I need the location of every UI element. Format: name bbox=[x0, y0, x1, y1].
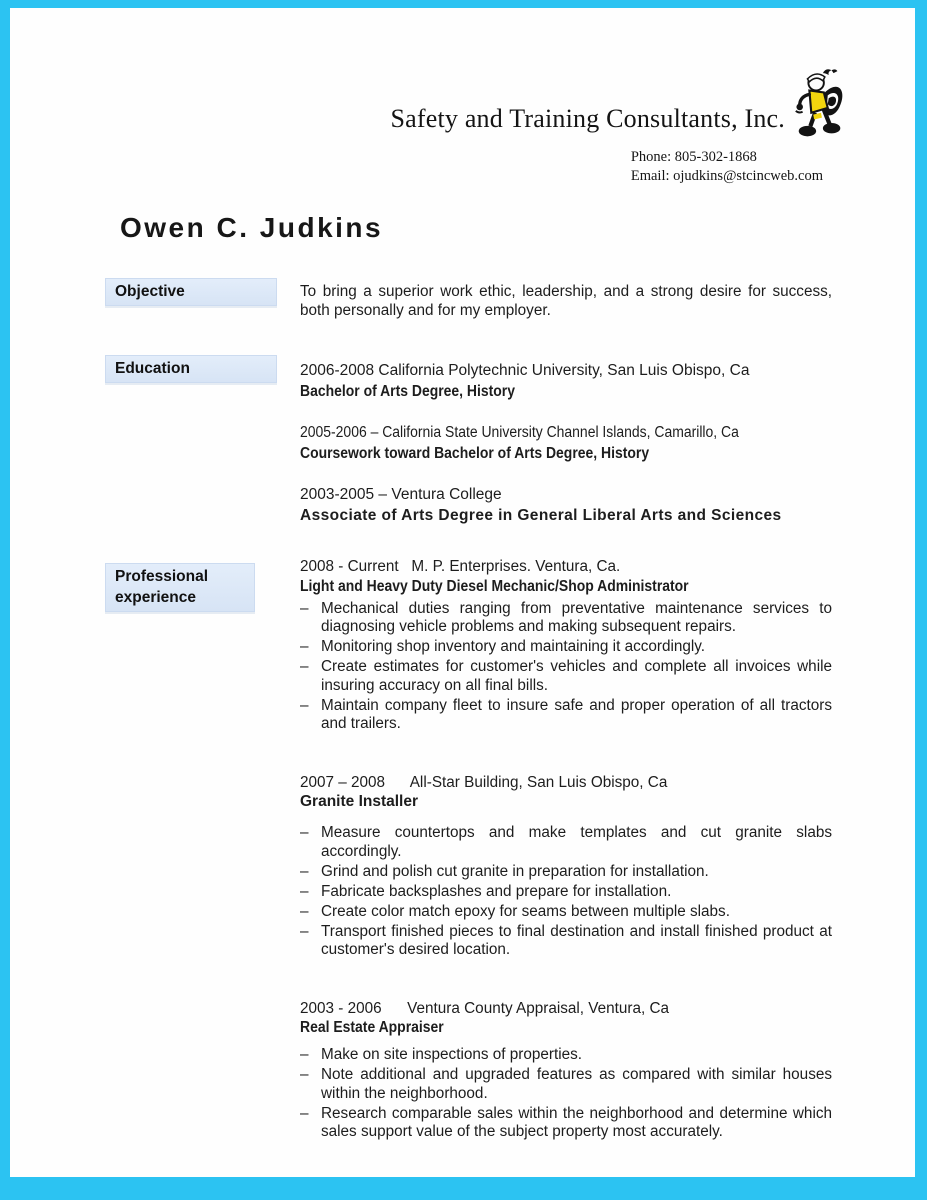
education-section-label: Education bbox=[105, 355, 277, 383]
job-heading: 2007 – 2008 All-Star Building, San Luis Obispo, Ca bbox=[300, 773, 668, 791]
job-bullet: – Research comparable sales within the neighborhood and determine which sales support value of the subject property most accurately. bbox=[300, 1104, 832, 1140]
education-degree-line: Associate of Arts Degree in General Liberal Arts and Sciences bbox=[300, 507, 782, 524]
dash-marker: – bbox=[300, 882, 309, 900]
dash-marker: – bbox=[300, 902, 309, 920]
objective-section-label: Objective bbox=[105, 278, 277, 306]
candidate-name: Owen C. Judkins bbox=[120, 212, 384, 243]
job-entry bbox=[300, 558, 832, 734]
letterhead bbox=[10, 8, 915, 186]
section-experience bbox=[105, 558, 832, 1143]
job-bullet: – Fabricate backsplashes and prepare for installation. bbox=[300, 882, 672, 900]
company-row bbox=[10, 58, 915, 136]
education-entry bbox=[300, 422, 832, 464]
dash-marker: – bbox=[300, 696, 309, 714]
company-name: Safety and Training Consultants, Inc. bbox=[390, 104, 785, 133]
dash-marker: – bbox=[300, 1066, 309, 1083]
job-bullet: – Note additional and upgraded features as compared with similar houses within the neighborhood. bbox=[300, 1066, 832, 1102]
dash-marker: – bbox=[300, 658, 309, 675]
education-school-line: 2003-2005 – Ventura College bbox=[300, 486, 502, 503]
job-bullet-list bbox=[300, 600, 832, 734]
job-bullet: – Monitoring shop inventory and maintaining it accordingly. bbox=[300, 638, 706, 655]
dash-marker: – bbox=[300, 1046, 309, 1063]
job-title: Real Estate Appraiser bbox=[300, 1019, 444, 1036]
phone-line: Phone: 805-302-1868 bbox=[630, 149, 757, 165]
education-school-line: 2006-2008 California Polytechnic University, San Luis Obispo, Ca bbox=[300, 362, 750, 379]
education-entry bbox=[300, 484, 832, 526]
experience-section-label: Professional experience bbox=[105, 563, 255, 612]
job-bullet-list bbox=[300, 1046, 832, 1142]
education-degree-line: Bachelor of Arts Degree, History bbox=[300, 383, 516, 400]
job-bullet: – Maintain company fleet to insure safe and proper operation of all tractors and trailers. bbox=[300, 696, 832, 732]
job-bullet: – Measure countertops and make templates and cut granite slabs accordingly. bbox=[300, 824, 832, 860]
education-entry bbox=[300, 360, 832, 402]
resume-page bbox=[10, 8, 915, 1177]
dash-marker: – bbox=[300, 1104, 309, 1122]
job-heading: 2003 - 2006 Ventura County Appraisal, Ventura, Ca bbox=[300, 999, 670, 1017]
contact-block bbox=[10, 148, 915, 186]
mascot-logo-icon bbox=[791, 66, 849, 144]
objective-text: To bring a superior work ethic, leadership, and a strong desire for success, both personally and for my employer. bbox=[300, 283, 832, 319]
dash-marker: – bbox=[300, 824, 309, 841]
dash-marker: – bbox=[300, 599, 309, 617]
resume-body bbox=[10, 278, 915, 1143]
job-bullet: – Grind and polish cut granite in preparation for installation. bbox=[300, 862, 709, 880]
job-bullet-list bbox=[300, 824, 832, 960]
job-title: Granite Installer bbox=[300, 793, 419, 810]
job-bullet: – Transport finished pieces to final destination and install finished product at customer's desired location. bbox=[300, 922, 832, 958]
job-title: Light and Heavy Duty Diesel Mechanic/Shop Administrator bbox=[300, 577, 689, 595]
education-school-line: 2005-2006 – California State University Channel Islands, Camarillo, Ca bbox=[300, 424, 739, 441]
job-heading: 2008 - Current M. P. Enterprises. Ventura, Ca. bbox=[300, 558, 621, 575]
dash-marker: – bbox=[300, 922, 309, 940]
job-entry bbox=[300, 774, 832, 960]
dash-marker: – bbox=[300, 638, 309, 655]
section-education bbox=[105, 355, 832, 526]
job-entry bbox=[300, 1000, 832, 1142]
job-bullet: – Create color match epoxy for seams between multiple slabs. bbox=[300, 902, 730, 920]
education-degree-line: Coursework toward Bachelor of Arts Degree, History bbox=[300, 445, 650, 462]
job-bullet: – Create estimates for customer's vehicles and complete all invoices while insuring accuracy on all final bills. bbox=[300, 658, 832, 694]
section-objective bbox=[105, 278, 832, 320]
dash-marker: – bbox=[300, 862, 309, 880]
job-bullet: – Mechanical duties ranging from preventative maintenance services to diagnosing vehicle problems and making subsequent repairs. bbox=[300, 599, 832, 635]
job-bullet: – Make on site inspections of properties. bbox=[300, 1046, 583, 1063]
email-line: Email: ojudkins@stcincweb.com bbox=[630, 168, 823, 184]
